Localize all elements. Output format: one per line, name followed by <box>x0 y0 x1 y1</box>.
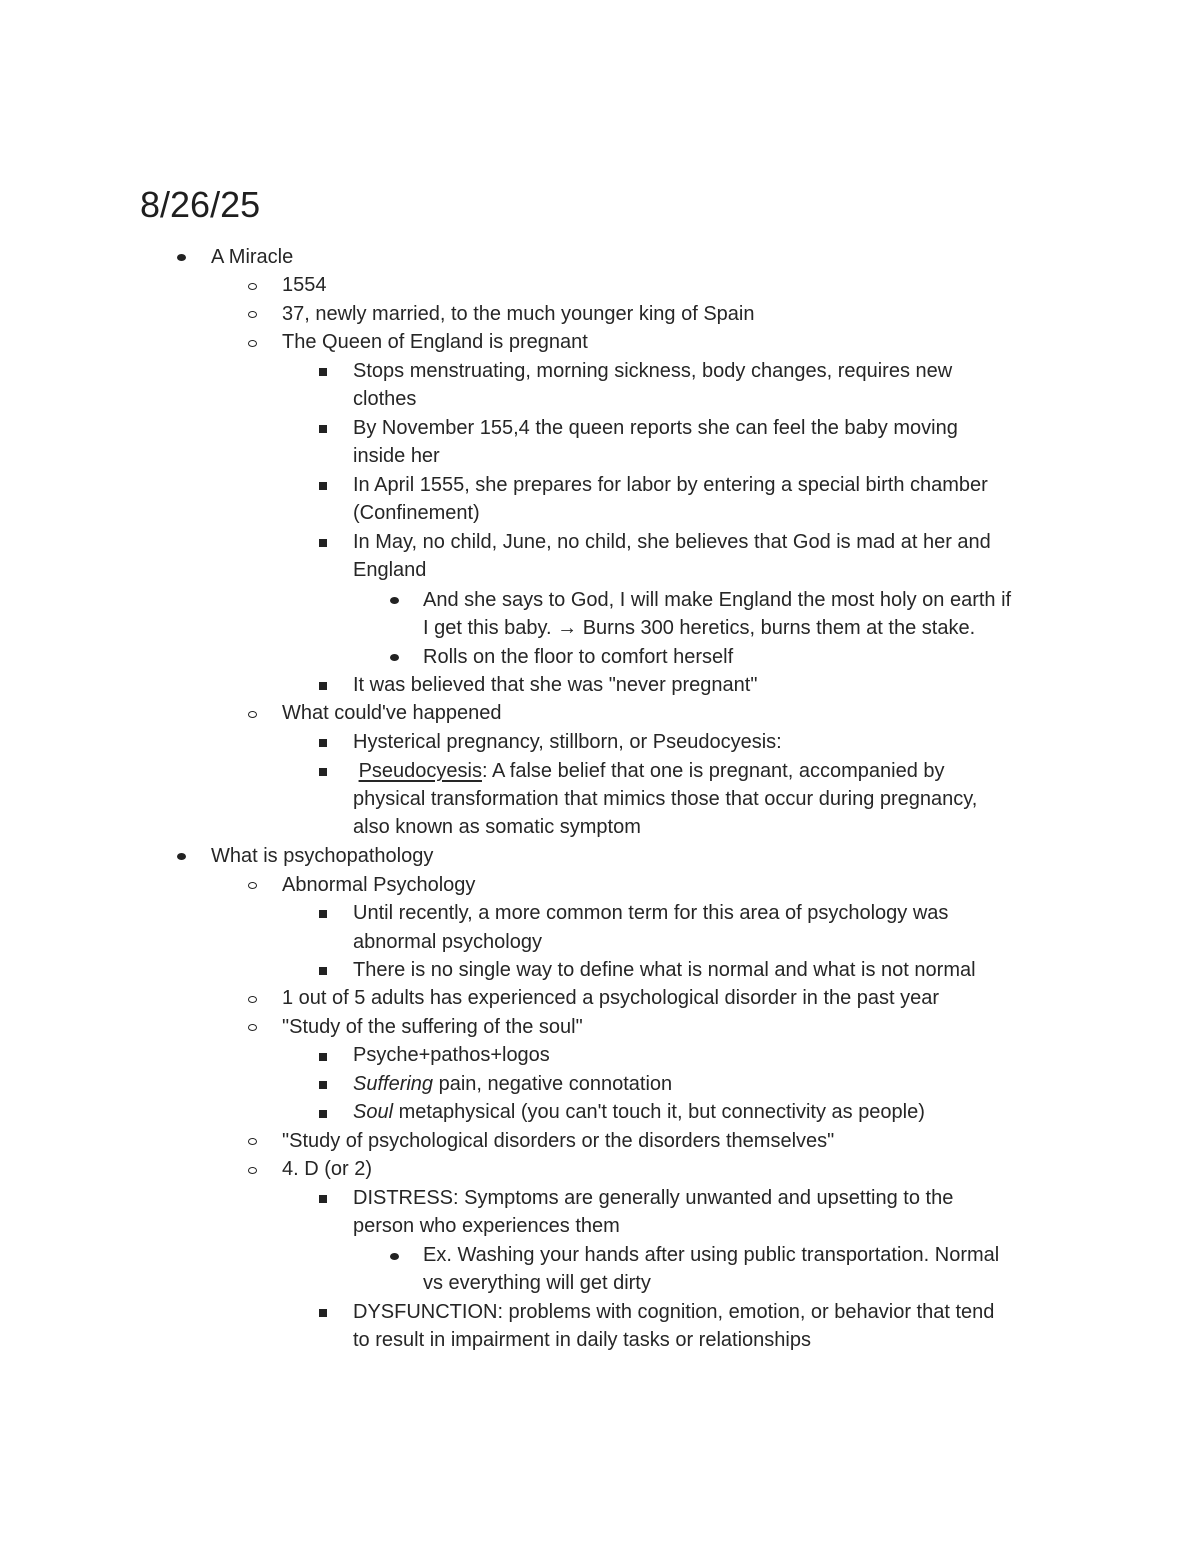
bullet-disc-icon <box>177 254 186 261</box>
bullet-circle-icon <box>248 311 257 318</box>
bullet-may-line1: In May, no child, June, no child, she believes that God is mad at her and <box>353 531 991 553</box>
bullet-until-line2: abnormal psychology <box>353 931 542 953</box>
suffering-definition: pain, negative connotation <box>433 1073 673 1095</box>
bullet-square-icon <box>319 910 327 918</box>
bullet-study-disorders: "Study of psychological disorders or the disorders themselves" <box>282 1130 835 1152</box>
bullet-november-line2: inside her <box>353 445 440 467</box>
bullet-april-line2: (Confinement) <box>353 502 480 524</box>
bullet-one-in-five: 1 out of 5 adults has experienced a psychological disorder in the past year <box>282 987 940 1009</box>
bullet-distress-line2: person who experiences them <box>353 1215 620 1237</box>
bullet-abnormal: Abnormal Psychology <box>282 874 476 896</box>
bullet-square-icon <box>319 682 327 690</box>
bullet-example-line1: Ex. Washing your hands after using public transportation. Normal <box>423 1244 1000 1266</box>
bullet-circle-icon <box>248 996 257 1003</box>
bullet-square-icon <box>319 739 327 747</box>
pseudocyesis-definition: : A false belief that one is pregnant, accompanied by <box>481 760 945 782</box>
bullet-dysfunction-line2: to result in impairment in daily tasks or relationships <box>353 1329 811 1351</box>
bullet-disc-icon <box>390 597 399 604</box>
bullet-psyche: Psyche+pathos+logos <box>353 1044 550 1066</box>
bullet-psychopathology: What is psychopathology <box>211 845 434 867</box>
bullet-until-line1: Until recently, a more common term for this area of psychology was <box>353 902 949 924</box>
bullet-year: 1554 <box>282 274 327 296</box>
bullet-circle-icon <box>248 283 257 290</box>
bullet-april-line1: In April 1555, she prepares for labor by entering a special birth chamber <box>353 474 988 496</box>
bullet-square-icon <box>319 482 327 490</box>
bullet-hysterical: Hysterical pregnancy, stillborn, or Pseudocyesis: <box>353 731 782 753</box>
bullet-pseudocyesis-line3: also known as somatic symptom <box>353 816 641 838</box>
bullet-disc-icon <box>390 1253 399 1260</box>
bullet-dysfunction-line1: DYSFUNCTION: problems with cognition, emotion, or behavior that tend <box>353 1301 995 1323</box>
bullet-example-line2: vs everything will get dirty <box>423 1272 651 1294</box>
bullet-soul <box>353 1098 925 1126</box>
bullet-pseudocyesis-line1 <box>353 757 945 785</box>
bullet-square-icon <box>319 768 327 776</box>
bullet-circle-icon <box>248 1167 257 1174</box>
bullet-four-d: 4. D (or 2) <box>282 1158 373 1180</box>
bullet-november-line1: By November 155,4 the queen reports she can feel the baby moving <box>353 417 958 439</box>
bullet-what-happened: What could've happened <box>282 702 502 724</box>
bullet-circle-icon <box>248 340 257 347</box>
soul-term: Soul <box>353 1101 394 1123</box>
bullet-stops-line2: clothes <box>353 388 417 410</box>
bullet-square-icon <box>319 1309 327 1317</box>
bullet-circle-icon <box>248 711 257 718</box>
bullet-queen-pregnant: The Queen of England is pregnant <box>282 331 588 353</box>
bullet-square-icon <box>319 1110 327 1118</box>
bullet-god-line2: I get this baby. → Burns 300 heretics, burns them at the stake. <box>423 617 976 639</box>
bullet-pseudocyesis-line2: physical transformation that mimics those that occur during pregnancy, <box>353 788 978 810</box>
bullet-distress-line1: DISTRESS: Symptoms are generally unwanted and upsetting to the <box>353 1187 954 1209</box>
bullet-square-icon <box>319 1081 327 1089</box>
bullet-circle-icon <box>248 882 257 889</box>
soul-definition: metaphysical (you can't touch it, but connectivity as people) <box>393 1101 925 1123</box>
bullet-square-icon <box>319 1195 327 1203</box>
suffering-term: Suffering <box>353 1073 434 1095</box>
bullet-study-soul: "Study of the suffering of the soul" <box>282 1016 583 1038</box>
bullet-a-miracle: A Miracle <box>211 246 294 268</box>
bullet-never-pregnant: It was believed that she was "never pregnant" <box>353 674 758 696</box>
bullet-disc-icon <box>390 654 399 661</box>
bullet-square-icon <box>319 539 327 547</box>
bullet-square-icon <box>319 1053 327 1061</box>
bullet-stops-line1: Stops menstruating, morning sickness, body changes, requires new <box>353 360 953 382</box>
bullet-rolls: Rolls on the floor to comfort herself <box>423 646 734 668</box>
bullet-square-icon <box>319 368 327 376</box>
bullet-disc-icon <box>177 853 186 860</box>
pseudocyesis-term: Pseudocyesis <box>358 760 482 782</box>
date-heading: 8/26/25 <box>140 184 261 225</box>
bullet-circle-icon <box>248 1024 257 1031</box>
bullet-suffering <box>353 1070 672 1098</box>
bullet-square-icon <box>319 425 327 433</box>
bullet-god-line1: And she says to God, I will make England the most holy on earth if <box>423 589 1012 611</box>
bullet-married: 37, newly married, to the much younger king of Spain <box>282 303 755 325</box>
bullet-circle-icon <box>248 1138 257 1145</box>
bullet-square-icon <box>319 967 327 975</box>
bullet-no-single-way: There is no single way to define what is normal and what is not normal <box>353 959 976 981</box>
bullet-may-line2: England <box>353 559 427 581</box>
